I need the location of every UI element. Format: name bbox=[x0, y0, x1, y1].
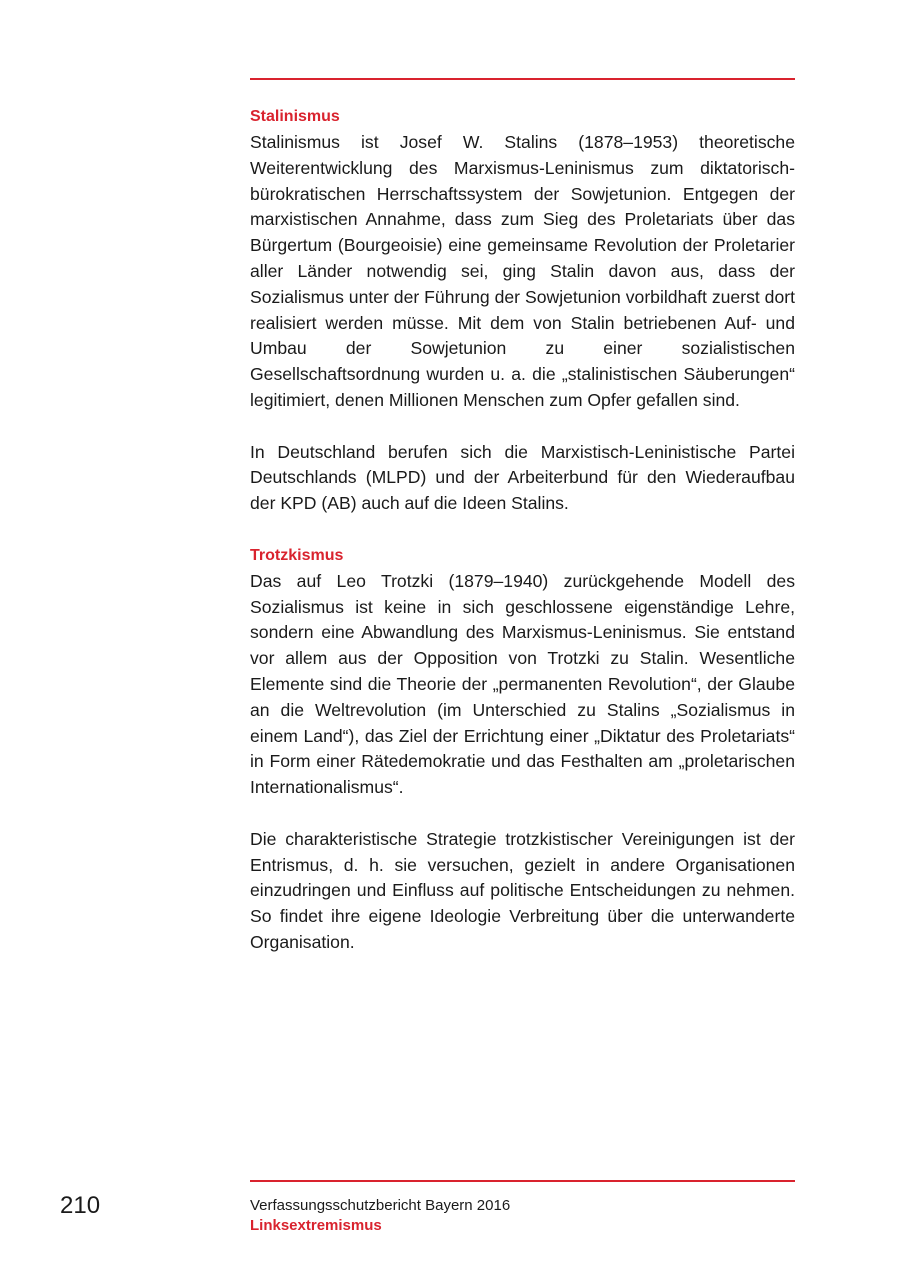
paragraph-stalinismus-definition: Stalinismus ist Josef W. Stalins (1878–1953) theoretische Weiterentwicklung des Marxismus-Leninismus zum diktatorisch-bürokratischen Herrschaftssystem der Sowjetunion. Entgegen der marxistischen Annahme, dass zum Sieg des Proletariats über das Bürgertum (Bourgeoisie) eine gemeinsame Revolution der Proletarier aller Länder notwendig sei, ging Stalin davon aus, dass der Sozialismus unter der Führung der Sowjetunion vorbildhaft zuerst dort realisiert werden müsse. Mit dem von Stalin betriebenen Auf- und Umbau der Sowjetunion zu einer sozialistischen Gesellschaftsordnung wurden u. a. die „stalinistischen Säuberungen“ legitimiert, denen Millionen Menschen zum Opfer gefallen sind. bbox=[250, 132, 795, 410]
page-number: 210 bbox=[60, 1192, 101, 1219]
main-content bbox=[250, 104, 795, 956]
top-divider bbox=[250, 78, 795, 80]
paragraph-trotzkismus-definition: Das auf Leo Trotzki (1879–1940) zurückgehende Modell des Sozialismus ist keine in sich geschlossene eigenständige Lehre, sondern eine Abwandlung des Marxismus-Leninismus. Sie entstand vor allem aus der Opposition von Trotzki zu Stalin. Wesentliche Elemente sind die Theorie der „permanenten Revolution“, der Glaube an die Weltrevolution (im Unterschied zu Stalins „Sozialismus in einem Land“), das Ziel der Errichtung einer „Diktatur des Proletariats“ in Form einer Rätedemokratie und das Festhalten am „proletarischen Internationalismus“. bbox=[250, 570, 795, 798]
footer-publication-title: Verfassungsschutzbericht Bayern 2016 bbox=[250, 1197, 511, 1214]
section-heading-trotzkismus: Trotzkismus bbox=[250, 546, 344, 564]
section-heading-stalinismus: Stalinismus bbox=[250, 108, 340, 125]
footer-section-label: Linksextremismus bbox=[250, 1217, 382, 1234]
paragraph-trotzkismus-strategy: Die charakteristische Strategie trotzkistischer Vereinigungen ist der Entrismus, d. h. sie versuchen, gezielt in andere Organisationen einzudringen und Einfluss auf politische Entscheidungen zu nehmen. So findet ihre eigene Ideologie Verbreitung über die unterwanderte Organisation. bbox=[250, 828, 795, 952]
bottom-divider bbox=[250, 1180, 795, 1182]
paragraph-stalinismus-germany: In Deutschland berufen sich die Marxistisch-Leninistische Partei Deutschlands (MLPD) und der Arbeiterbund für den Wiederaufbau der KPD (AB) auch auf die Ideen Stalins. bbox=[250, 441, 795, 514]
